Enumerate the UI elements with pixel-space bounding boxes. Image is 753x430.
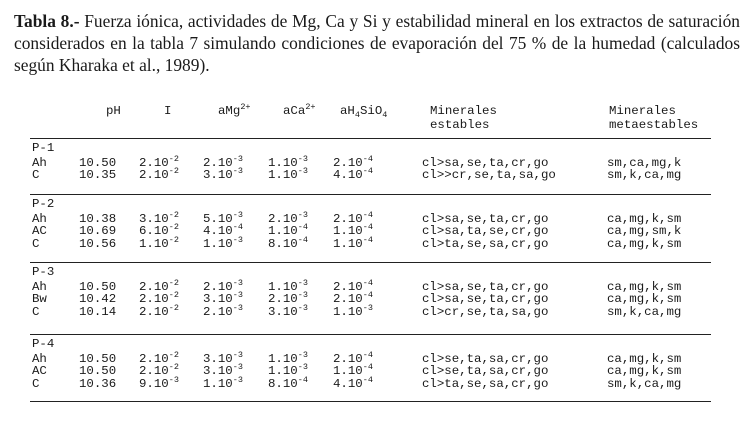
- amg-cell: [203, 166, 243, 183]
- amg-cell-mantissa: 5.10: [203, 211, 233, 226]
- amg-cell: [203, 235, 243, 252]
- metastable-minerals-cell: ca,mg,k,sm: [607, 279, 682, 294]
- ionic-strength-cell: [139, 166, 179, 183]
- ionic-strength-cell-exponent: -2: [168, 277, 179, 288]
- ionic-strength-cell-exponent: -2: [168, 290, 179, 301]
- table-rule: [30, 262, 711, 263]
- ph-cell: 10.14: [79, 305, 117, 320]
- ph-cell: 10.50: [79, 155, 117, 170]
- ionic-strength-cell-exponent: -2: [168, 222, 179, 233]
- ah4sio4-cell-exponent: -3: [362, 303, 373, 314]
- ionic-strength-cell-exponent: -3: [168, 375, 179, 386]
- ionic-strength-cell-exponent: -2: [168, 349, 179, 360]
- aca-cell-exponent: -3: [297, 349, 308, 360]
- header-ph: pH: [106, 104, 121, 118]
- header-estables-2: estables: [430, 118, 490, 132]
- header-amg: [218, 104, 251, 118]
- horizon-cell: C: [32, 168, 40, 183]
- horizon-cell: Ah: [32, 211, 47, 226]
- ionic-strength-cell-mantissa: 2.10: [139, 364, 169, 379]
- horizon-cell: C: [32, 377, 40, 392]
- ionic-strength-cell-mantissa: 1.10: [139, 237, 169, 252]
- ah4sio4-cell-exponent: -4: [362, 349, 373, 360]
- ah4sio4-cell-mantissa: 2.10: [333, 279, 363, 294]
- amg-cell-exponent: -3: [232, 375, 243, 386]
- ah4sio4-cell: [333, 303, 373, 320]
- stable-minerals-cell: cl>sa,se,ta,cr,go: [422, 292, 549, 307]
- header-ah4-a: aH: [340, 104, 355, 118]
- amg-cell: [203, 375, 243, 392]
- ah4sio4-cell-mantissa: 4.10: [333, 168, 363, 183]
- amg-cell-mantissa: 3.10: [203, 351, 233, 366]
- aca-cell-mantissa: 8.10: [268, 377, 298, 392]
- amg-cell-mantissa: 3.10: [203, 292, 233, 307]
- aca-cell-exponent: -3: [297, 209, 308, 220]
- horizon-cell: AC: [32, 224, 47, 239]
- profile-label: P-2: [32, 197, 55, 211]
- ph-cell: 10.42: [79, 292, 117, 307]
- amg-cell-exponent: -3: [232, 277, 243, 288]
- ionic-strength-cell-mantissa: 6.10: [139, 224, 169, 239]
- ionic-strength-cell: [139, 303, 179, 320]
- ph-cell: 10.50: [79, 364, 117, 379]
- aca-cell-exponent: -4: [297, 375, 308, 386]
- header-ionic-strength: I: [164, 104, 172, 118]
- aca-cell: [268, 235, 308, 252]
- ph-cell: 10.35: [79, 168, 117, 183]
- ah4sio4-cell-mantissa: 1.10: [333, 224, 363, 239]
- metastable-minerals-cell: sm,k,ca,mg: [607, 377, 682, 392]
- aca-cell-exponent: -3: [297, 362, 308, 373]
- horizon-cell: Bw: [32, 292, 47, 307]
- ph-cell: 10.50: [79, 351, 117, 366]
- header-ah4-b: SiO: [359, 104, 383, 118]
- ah4sio4-cell-exponent: -4: [362, 375, 373, 386]
- ph-cell: 10.36: [79, 377, 117, 392]
- header-amg-sup: 2+: [240, 102, 251, 112]
- aca-cell-mantissa: 1.10: [268, 279, 298, 294]
- metastable-minerals-cell: ca,mg,sm,k: [607, 224, 682, 239]
- ionic-strength-cell-exponent: -2: [168, 362, 179, 373]
- amg-cell-mantissa: 3.10: [203, 168, 233, 183]
- ah4sio4-cell: [333, 375, 373, 392]
- stable-minerals-cell: cl>cr,se,ta,sa,go: [422, 305, 549, 320]
- amg-cell-exponent: -3: [232, 235, 243, 246]
- metastable-minerals-cell: ca,mg,k,sm: [607, 351, 682, 366]
- ionic-strength-cell-mantissa: 2.10: [139, 351, 169, 366]
- ah4sio4-cell: [333, 235, 373, 252]
- ah4sio4-cell-mantissa: 1.10: [333, 364, 363, 379]
- aca-cell-mantissa: 1.10: [268, 155, 298, 170]
- aca-cell-mantissa: 2.10: [268, 292, 298, 307]
- ph-cell: 10.69: [79, 224, 117, 239]
- ionic-strength-cell-exponent: -2: [168, 303, 179, 314]
- horizon-cell: Ah: [32, 279, 47, 294]
- stable-minerals-cell: cl>>cr,se,ta,sa,go: [422, 168, 556, 183]
- ah4sio4-cell-exponent: -4: [362, 166, 373, 177]
- header-aca-base: aCa: [283, 104, 306, 118]
- amg-cell-exponent: -3: [232, 166, 243, 177]
- ah4sio4-cell: [333, 166, 373, 183]
- amg-cell-mantissa: 2.10: [203, 155, 233, 170]
- metastable-minerals-cell: sm,ca,mg,k: [607, 155, 682, 170]
- aca-cell-mantissa: 3.10: [268, 305, 298, 320]
- ah4sio4-cell-exponent: -4: [362, 222, 373, 233]
- ionic-strength-cell-mantissa: 2.10: [139, 305, 169, 320]
- ah4sio4-cell-mantissa: 2.10: [333, 292, 363, 307]
- stable-minerals-cell: cl>sa,se,ta,cr,go: [422, 211, 549, 226]
- aca-cell-mantissa: 8.10: [268, 237, 298, 252]
- metastable-minerals-cell: ca,mg,k,sm: [607, 364, 682, 379]
- header-meta-2: metaestables: [609, 118, 699, 132]
- ionic-strength-cell-exponent: -2: [168, 166, 179, 177]
- metastable-minerals-cell: ca,mg,k,sm: [607, 292, 682, 307]
- amg-cell-mantissa: 2.10: [203, 305, 233, 320]
- aca-cell-exponent: -3: [297, 303, 308, 314]
- ah4sio4-cell-exponent: -4: [362, 209, 373, 220]
- metastable-minerals-cell: ca,mg,k,sm: [607, 237, 682, 252]
- aca-cell-mantissa: 1.10: [268, 364, 298, 379]
- header-estables-1: Minerales: [430, 104, 497, 118]
- ionic-strength-cell-exponent: -2: [168, 153, 179, 164]
- ionic-strength-cell: [139, 235, 179, 252]
- ionic-strength-cell: [139, 375, 179, 392]
- aca-cell-mantissa: 2.10: [268, 211, 298, 226]
- stable-minerals-cell: cl>se,ta,sa,cr,go: [422, 351, 549, 366]
- aca-cell-exponent: -4: [297, 235, 308, 246]
- header-ah4sio4: [340, 104, 387, 118]
- ah4sio4-cell-mantissa: 1.10: [333, 237, 363, 252]
- stable-minerals-cell: cl>sa,ta,se,cr,go: [422, 224, 549, 239]
- aca-cell-exponent: -3: [297, 153, 308, 164]
- stable-minerals-cell: cl>ta,se,sa,cr,go: [422, 377, 549, 392]
- horizon-cell: C: [32, 237, 40, 252]
- aca-cell-mantissa: 1.10: [268, 224, 298, 239]
- horizon-cell: Ah: [32, 351, 47, 366]
- ah4sio4-cell-exponent: -4: [362, 235, 373, 246]
- ionic-strength-cell-mantissa: 9.10: [139, 377, 169, 392]
- aca-cell-mantissa: 1.10: [268, 168, 298, 183]
- ionic-strength-cell-exponent: -2: [168, 235, 179, 246]
- ah4sio4-cell-mantissa: 2.10: [333, 211, 363, 226]
- caption-label: Tabla 8.-: [14, 11, 80, 31]
- header-ah4-sub2: 4: [382, 110, 388, 120]
- metastable-minerals-cell: sm,k,ca,mg: [607, 168, 682, 183]
- amg-cell-mantissa: 1.10: [203, 237, 233, 252]
- aca-cell-mantissa: 1.10: [268, 351, 298, 366]
- amg-cell-mantissa: 2.10: [203, 279, 233, 294]
- table-rule: [30, 401, 711, 402]
- ah4sio4-cell-mantissa: 4.10: [333, 377, 363, 392]
- profile-label: P-3: [32, 265, 55, 279]
- ah4sio4-cell-mantissa: 2.10: [333, 155, 363, 170]
- ah4sio4-cell-mantissa: 1.10: [333, 305, 363, 320]
- aca-cell-exponent: -3: [297, 290, 308, 301]
- header-amg-base: aMg: [218, 104, 241, 118]
- amg-cell-mantissa: 3.10: [203, 364, 233, 379]
- ph-cell: 10.56: [79, 237, 117, 252]
- amg-cell-mantissa: 4.10: [203, 224, 233, 239]
- stable-minerals-cell: cl>ta,se,sa,cr,go: [422, 237, 549, 252]
- ah4sio4-cell-exponent: -4: [362, 277, 373, 288]
- profile-label: P-1: [32, 141, 55, 155]
- ionic-strength-cell-exponent: -2: [168, 209, 179, 220]
- ah4sio4-cell-exponent: -4: [362, 153, 373, 164]
- ionic-strength-cell-mantissa: 3.10: [139, 211, 169, 226]
- header-aca-sup: 2+: [305, 102, 316, 112]
- aca-cell-exponent: -3: [297, 166, 308, 177]
- ah4sio4-cell-exponent: -4: [362, 290, 373, 301]
- header-meta-1: Minerales: [609, 104, 676, 118]
- header-ah4-sub1: 4: [354, 110, 360, 120]
- amg-cell-exponent: -4: [232, 222, 243, 233]
- profile-label: P-4: [32, 337, 55, 351]
- horizon-cell: C: [32, 305, 40, 320]
- stable-minerals-cell: cl>sa,se,ta,cr,go: [422, 279, 549, 294]
- amg-cell-exponent: -3: [232, 362, 243, 373]
- amg-cell-exponent: -3: [232, 349, 243, 360]
- ah4sio4-cell-exponent: -4: [362, 362, 373, 373]
- amg-cell-exponent: -3: [232, 290, 243, 301]
- metastable-minerals-cell: sm,k,ca,mg: [607, 305, 682, 320]
- aca-cell: [268, 375, 308, 392]
- ah4sio4-cell-mantissa: 2.10: [333, 351, 363, 366]
- horizon-cell: Ah: [32, 155, 47, 170]
- horizon-cell: AC: [32, 364, 47, 379]
- amg-cell-mantissa: 1.10: [203, 377, 233, 392]
- stable-minerals-cell: cl>sa,se,ta,cr,go: [422, 155, 549, 170]
- table-rule: [30, 138, 711, 139]
- caption-text: Fuerza iónica, actividades de Mg, Ca y Si y estabilidad mineral en los extractos de saturación considerados en la tabla 7 simulando condiciones de evaporación del 75 % de la humedad (calculados según Kharaka et al., 1989).: [14, 11, 740, 75]
- ionic-strength-cell-mantissa: 2.10: [139, 168, 169, 183]
- table-rule: [30, 194, 711, 195]
- stable-minerals-cell: cl>se,ta,sa,cr,go: [422, 364, 549, 379]
- amg-cell: [203, 303, 243, 320]
- aca-cell-exponent: -4: [297, 222, 308, 233]
- header-aca: [283, 104, 316, 118]
- ionic-strength-cell-mantissa: 2.10: [139, 279, 169, 294]
- amg-cell-exponent: -3: [232, 303, 243, 314]
- metastable-minerals-cell: ca,mg,k,sm: [607, 211, 682, 226]
- ph-cell: 10.38: [79, 211, 117, 226]
- aca-cell-exponent: -3: [297, 277, 308, 288]
- aca-cell: [268, 166, 308, 183]
- aca-cell: [268, 303, 308, 320]
- ionic-strength-cell-mantissa: 2.10: [139, 292, 169, 307]
- table-caption: [14, 10, 740, 76]
- amg-cell-exponent: -3: [232, 153, 243, 164]
- table-rule: [30, 334, 711, 335]
- ionic-strength-cell-mantissa: 2.10: [139, 155, 169, 170]
- amg-cell-exponent: -3: [232, 209, 243, 220]
- ph-cell: 10.50: [79, 279, 117, 294]
